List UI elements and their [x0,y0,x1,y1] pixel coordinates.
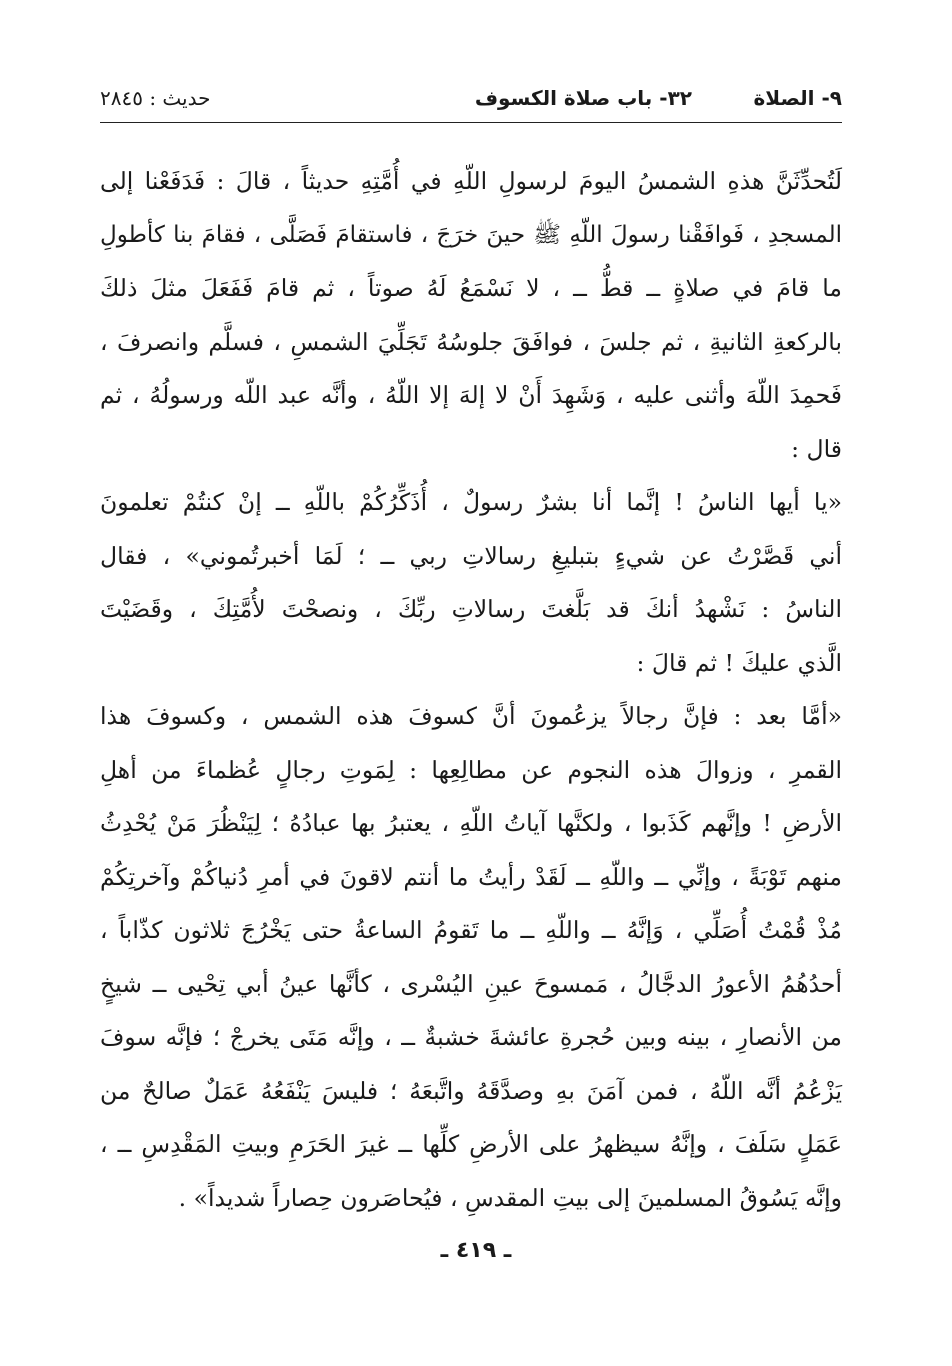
text-line: منهم تَوْبَةً ، وإنِّي ــ واللّهِ ــ لَقَدْ رأيتُ ما أنتم لاقونَ في أمرِ دُنياكُمْ وآخرتِكُمْ [100,862,842,891]
text-line: ما قامَ في صلاةٍ ــ قطُّ ــ ، لا نَسْمَعُ لَهُ صوتاً ، ثم قامَ فَفَعَلَ مثلَ ذلكَ [100,274,842,302]
text-line: لَتُحدِّثَنَّ هذهِ الشمسُ اليومَ لرسولِ اللّهِ في أُمَّتِهِ حديثاً ، قالَ : فَدَفَعْنا إلى [100,167,842,195]
text-line: «يا أيها الناسُ ! إنَّما أنا بشرٌ رسولٌ ، أُذَكِّرُكُمْ باللّهِ ــ إنْ كنتُمْ تعلمونَ [100,488,842,516]
text-line: يَزْعُمُ أنَّه اللّهُ ، فمن آمَنَ بهِ وصدَّقَهُ واتَّبعَهُ ؛ فليسَ يَنْفَعُهُ عَمَلٌ صالحٌ من [100,1076,842,1105]
text-line: الَّذي عليكَ ! ثم قالَ : [636,648,842,677]
text-line: «أمَّا بعد : فإنَّ رجالاً يزعُمونَ أنَّ كسوفَ هذه الشمس ، وكسوفَ هذا [100,702,842,730]
page-number: ـ ٤١٩ ـ [440,1238,512,1263]
text-line: الأرضِ ! وإنَّهم كَذَبوا ، ولكنَّها آياتُ اللّهِ ، يعتبرُ بها عبادُهُ ؛ لِيَنْظُرَ مَنْ يُحْدِثُ [100,809,842,837]
chapter-title: ٩- الصلاة [753,86,842,110]
running-header [100,80,842,120]
text-line: قال : [791,434,842,463]
body-text [100,155,842,1225]
text-line: أني قَصَّرْتُ عن شيءٍ بتبليغِ رسالاتِ ربي ــ ؛ لَمَا أخبرتُموني» ، فقال [100,541,842,570]
text-line: المسجدِ ، فَوافَقْنا رسولَ اللّهِ ﷺ حينَ خرَجَ ، فاستقامَ فَصَلَّى ، فقامَ بنا كأطولِ [100,221,842,248]
text-line: الناسُ : نَشْهدُ أنكَ قد بَلَّغتَ رسالاتِ ربِّكَ ، ونصحْتَ لأُمَّتِكَ ، وقَضَيْتَ [100,595,842,623]
text-line: أحدُهُمُ الأعورُ الدجَّالُ ، مَمسوحَ عينِ اليُسْرى ، كأنَّها عينُ أبي تِحْيى ــ شيخٍ [100,969,842,998]
text-line: بالركعةِ الثانيةِ ، ثم جلسَ ، فوافَقَ جلوسُهُ تَجَلِّيَ الشمسِ ، فسلَّم وانصرفَ ، [100,327,842,356]
text-line: مُذْ قُمْتُ أُصَلِّي ، وَإنَّهُ ــ واللّهِ ــ ما تَقومُ الساعةُ حتى يَخْرُجَ ثلاثون كذّاباً ، [100,916,842,944]
text-line: فَحمِدَ اللّهَ وأثنى عليه ، وَشَهِدَ أَنْ لا إلهَ إلا اللّهُ ، وأنَّه عبد اللّه ورسولُهُ ، ثم [100,381,842,409]
text-line: القمرِ ، وزوالَ هذه النجوم عن مطالِعِها : لِمَوتِ رجالٍ عُظماءَ من أهلِ [100,755,842,784]
hadith-reference: حديث : ٢٨٤٥ [100,86,211,110]
text-line: عَمَلٍ سَلَفَ ، وإنَّهُ سيظهرُ على الأرضِ كلِّها ــ غيرَ الحَرَمِ وبيتِ المَقْدِسِ ــ ، [100,1130,842,1158]
section-title: ٣٢- باب صلاة الكسوف [474,86,692,110]
text-line: وإنَّه يَسُوقُ المسلمينَ إلى بيتِ المقدسِ ، فيُحاصَرون حِصاراً شديداً» . [178,1183,842,1212]
text-line: من الأنصارِ ، بينه وبين حُجرةِ عائشةَ خشبةٌ ــ ، وإنَّه مَتَى يخرجْ ؛ فإنَّه سوفَ [100,1023,842,1051]
header-rule [100,122,842,123]
